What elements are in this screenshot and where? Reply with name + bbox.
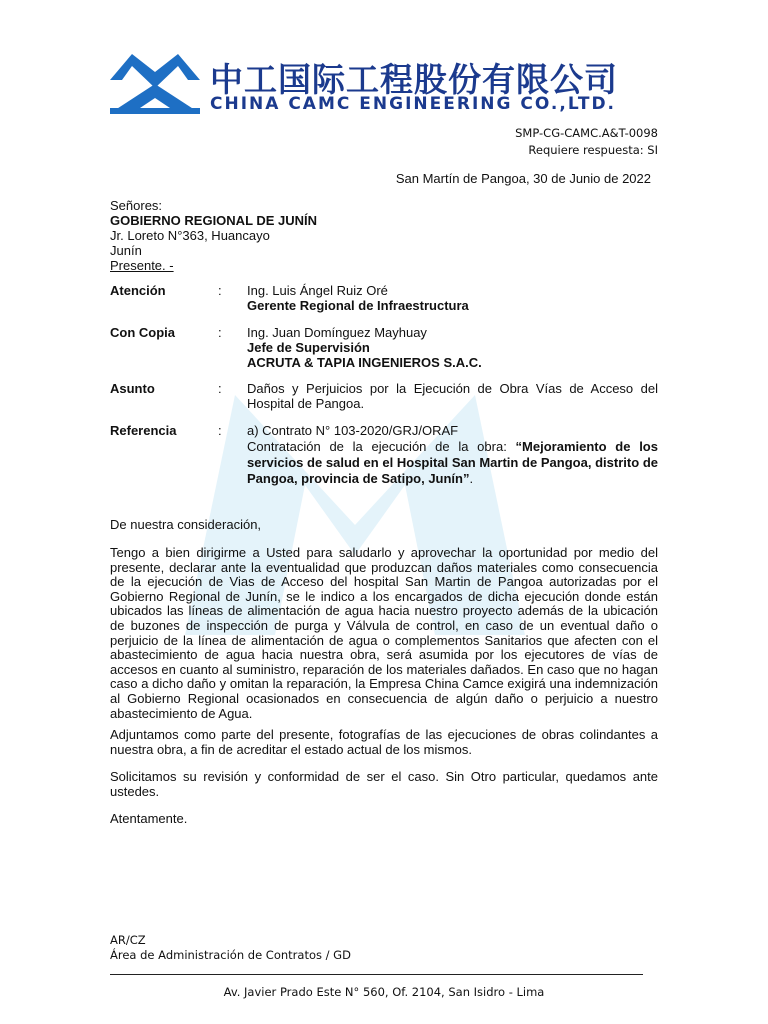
copy-title: Jefe de Supervisión xyxy=(247,340,370,355)
recipient-block xyxy=(110,198,317,273)
closing: Atentamente. xyxy=(110,811,188,826)
company-name-chinese: 中工国际工程股份有限公司 xyxy=(210,60,618,99)
reference-prefix: Contratación de la ejecución de la obra: xyxy=(247,439,507,454)
recipient-address: Jr. Loreto N°363, Huancayo xyxy=(110,228,270,243)
field-colon: : xyxy=(218,423,222,438)
greeting: De nuestra consideración, xyxy=(110,517,262,532)
copy-name: Ing. Juan Domínguez Mayhuay xyxy=(247,325,427,340)
field-label: Asunto xyxy=(110,381,155,396)
project-name: “Mejoramiento de los servicios de salud en el Hospital San Martin de Pangoa, distrito de Pangoa, provincia de Satipo, Junín” xyxy=(247,439,658,486)
footer-divider xyxy=(110,974,643,975)
company-logo-icon xyxy=(110,52,200,114)
salutation: Señores: xyxy=(110,198,163,213)
body-paragraph-3: Solicitamos su revisión y conformidad de ser el caso. Sin Otro particular, quedamos ante ustedes. xyxy=(110,769,658,799)
signature-block xyxy=(110,933,351,963)
reference-contract: a) Contrato N° 103-2020/GRJ/ORAF xyxy=(247,423,459,438)
letter-date: San Martín de Pangoa, 30 de Junio de 2022 xyxy=(395,171,651,186)
field-label: Referencia xyxy=(110,423,177,438)
reference-code: SMP-CG-CAMC.A&T-0098 xyxy=(515,126,658,140)
attention-name: Ing. Luis Ángel Ruiz Oré xyxy=(247,283,388,298)
reference-end: . xyxy=(469,471,474,486)
field-label: Con Copia xyxy=(110,325,175,340)
subject-text: Daños y Perjuicios por la Ejecución de Obra Vías de Acceso del Hospital de Pangoa. xyxy=(247,381,658,411)
body-paragraph-2: Adjuntamos como parte del presente, fotografías de las ejecuciones de obras colindantes a nuestra obra, a fin de acreditar el estado actual de los mismos. xyxy=(110,727,658,757)
copy-company: ACRUTA & TAPIA INGENIEROS S.A.C. xyxy=(247,355,482,370)
reference-description xyxy=(247,439,658,487)
attention-title: Gerente Regional de Infraestructura xyxy=(247,298,469,313)
recipient-org: GOBIERNO REGIONAL DE JUNÍN xyxy=(110,213,318,228)
department: Área de Administración de Contratos / GD xyxy=(110,948,351,962)
company-name-english: CHINA CAMC ENGINEERING CO.,LTD. xyxy=(210,94,617,114)
field-colon: : xyxy=(218,325,222,340)
field-colon: : xyxy=(218,283,222,298)
requires-response: Requiere respuesta: SI xyxy=(528,143,658,157)
footer-address: Av. Javier Prado Este N° 560, Of. 2104, San Isidro - Lima xyxy=(223,985,545,999)
field-colon: : xyxy=(218,381,222,396)
field-label: Atención xyxy=(110,283,166,298)
recipient-city: Junín xyxy=(110,243,142,258)
presente: Presente. - xyxy=(110,258,174,273)
initials: AR/CZ xyxy=(110,933,146,947)
body-paragraph-1: Tengo a bien dirigirme a Usted para saludarlo y aprovechar la oportunidad por medio del presente, declarar ante la eventualidad que produzcan daños materiales como consecuencia de la ejecución de Vias de Acceso del hospital San Martin de Pangoa autorizadas por el Gobierno Regional de Junín, se le indico a los encargados de dicha ejecución donde están ubicados las líneas de alimentación de agua hacia nuestro proyecto además de la ubicación de buzones de inspección de purga y Válvula de control, en caso de un eventual daño o perjuicio de la línea de alimentación de agua o complementos Sanitarios que afecten con el abastecimiento de agua hacia nuestra obra, será asumida por los ejecutores de vías de accesos en cuanto al suministro, reparación de los materiales dañados. En caso que no hagan caso a dicho daño y omitan la reparación, la Empresa China Camce exigirá una indemnización al Gobierno Regional ocasionados en consecuencia de algún daño o perjuicio a nuestro abastecimiento de Agua. xyxy=(110,545,658,721)
